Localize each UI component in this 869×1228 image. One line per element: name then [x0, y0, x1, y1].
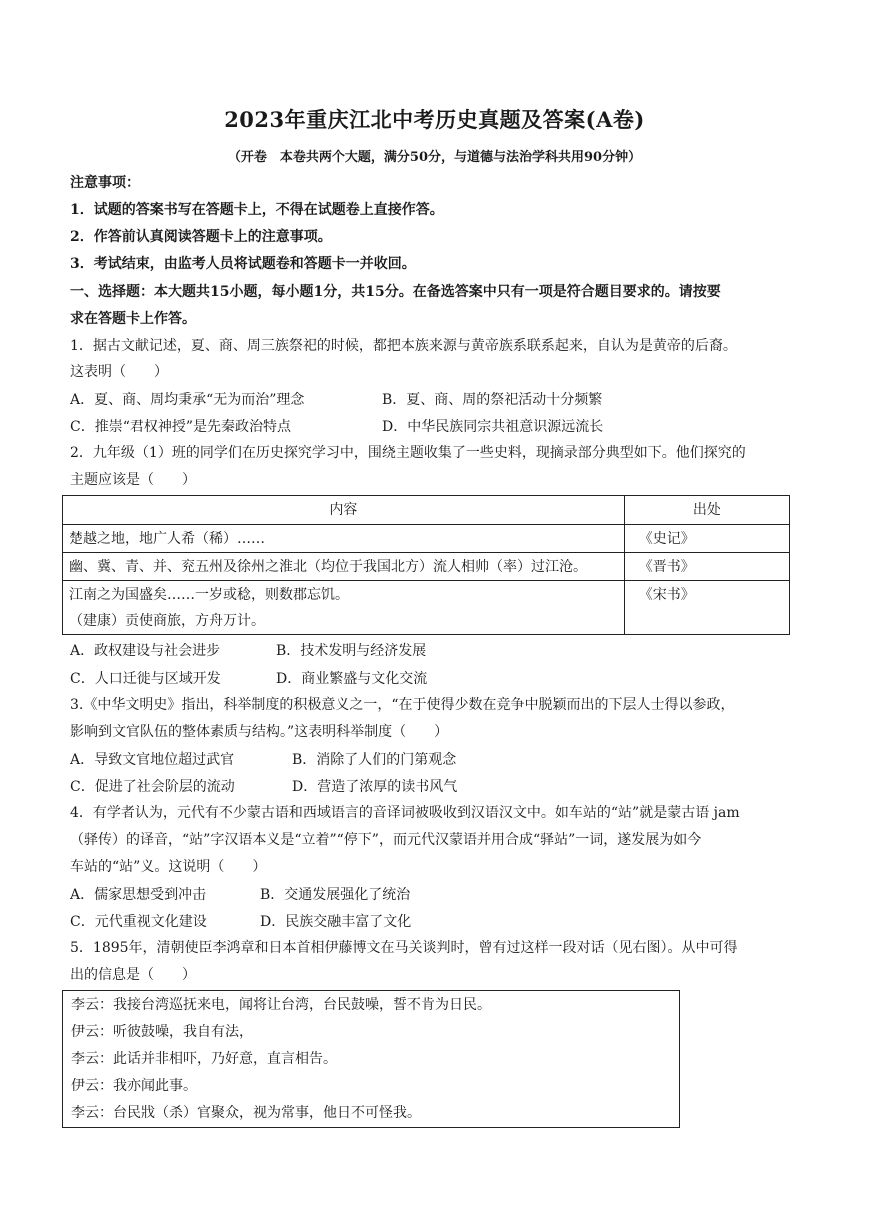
table-cell-line: （建康）贡使商旅，方舟万计。	[69, 613, 265, 629]
question-4-stem-cont: （驿传）的译音，“站”字汉语本义是“立着”“停下”，而元代汉蒙语并用合成“驿站”一词，遂发展为如今	[70, 832, 702, 848]
notes-heading: 注意事项：	[70, 175, 140, 191]
question-3-stem: 3.《中华文明史》指出，科举制度的积极意义之一，“在于使得少数在竞争中脱颖而出的下层人士得以参政，	[70, 697, 735, 713]
question-5-stem-cont: 出的信息是（ ）	[70, 967, 196, 983]
question-4-option-b[interactable]: B．交通发展强化了统治	[260, 887, 411, 903]
table-cell-content: 楚越之地，地广人希（稀）……	[63, 525, 625, 553]
question-2-option-a[interactable]: A．政权建设与社会进步	[70, 643, 221, 659]
question-1-stem-cont: 这表明（ ）	[70, 364, 168, 380]
question-4-option-d[interactable]: D．民族交融丰富了文化	[260, 914, 412, 930]
section-heading-cont: 求在答题卡上作答。	[70, 311, 196, 327]
table-cell-source: 《晋书》	[624, 553, 789, 581]
question-3-option-d[interactable]: D．营造了浓厚的读书风气	[292, 779, 458, 795]
question-2-option-c[interactable]: C．人口迁徙与区域开发	[70, 671, 221, 687]
question-4-option-c[interactable]: C．元代重视文化建设	[70, 914, 207, 930]
question-2-option-d[interactable]: D．商业繁盛与文化交流	[276, 671, 428, 687]
question-2-stem-cont: 主题应该是（ ）	[70, 472, 196, 488]
dialog-line: 伊云：听彼鼓噪，我自有法，	[71, 1024, 253, 1040]
page-title: 2023年重庆江北中考历史真题及答案(A卷)	[224, 107, 645, 132]
question-1-option-d[interactable]: D．中华民族同宗共祖意识源远流长	[382, 419, 604, 435]
table-header-row	[63, 496, 790, 525]
question-1-stem: 1．据古文献记述，夏、商、周三族祭祀的时候，都把本族来源与黄帝族系联系起来，自认为是黄帝的后裔。	[70, 338, 737, 354]
table-row	[63, 553, 790, 581]
question-4-option-a[interactable]: A．儒家思想受到冲击	[70, 887, 207, 903]
dialog-line: 李云：我接台湾巡抚来电，闻将让台湾，台民鼓噪，誓不肯为日民。	[71, 997, 491, 1013]
notes-item: 2．作答前认真阅读答题卡上的注意事项。	[70, 229, 332, 245]
question-5-stem: 5．1895年，清朝使臣李鸿章和日本首相伊藤博文在马关谈判时，曾有过这样一段对话（见右图）。从中可得	[70, 940, 738, 956]
table-header-source: 出处	[624, 496, 789, 525]
question-2-stem: 2．九年级（1）班的同学们在历史探究学习中，围绕主题收集了一些史料，现摘录部分典型如下。他们探究的	[70, 445, 746, 461]
question-2-option-b[interactable]: B．技术发明与经济发展	[276, 643, 427, 659]
question-1-option-a[interactable]: A．夏、商、周均秉承“无为而治”理念	[70, 392, 305, 408]
source-table	[62, 495, 790, 635]
question-3-option-c[interactable]: C．促进了社会阶层的流动	[70, 779, 235, 795]
table-cell-source: 《宋书》	[624, 581, 789, 635]
question-4-stem: 4．有学者认为，元代有不少蒙古语和西域语言的音译词被吸收到汉语汉文中。如车站的“站”就是蒙古语 jam	[70, 805, 740, 821]
section-heading: 一、选择题：本大题共15小题，每小题1分，共15分。在备选答案中只有一项是符合题目要求的。请按要	[70, 284, 721, 300]
table-header-content: 内容	[63, 496, 625, 525]
table-row	[63, 525, 790, 553]
question-1-option-c[interactable]: C．推崇“君权神授”是先秦政治特点	[70, 419, 292, 435]
table-row	[63, 581, 790, 635]
question-4-stem-cont: 车站的“站”义。这说明（ ）	[70, 859, 267, 875]
dialog-line: 伊云：我亦闻此事。	[71, 1078, 197, 1094]
dialog-box	[62, 990, 680, 1128]
question-3-option-b[interactable]: B．消除了人们的门第观念	[292, 752, 457, 768]
table-cell-content: 幽、冀、青、并、兖五州及徐州之淮北（均位于我国北方）流人相帅（率）过江沧。	[63, 553, 625, 581]
question-3-option-a[interactable]: A．导致文官地位超过武官	[70, 752, 235, 768]
table-cell-content	[63, 581, 625, 635]
dialog-line: 李云：此话并非相吓，乃好意，直言相告。	[71, 1051, 337, 1067]
question-3-stem-cont: 影响到文官队伍的整体素质与结构。”这表明科举制度（ ）	[70, 724, 449, 740]
table-cell-source: 《史记》	[624, 525, 789, 553]
page-subtitle: （开卷 本卷共两个大题，满分50分，与道德与法治学科共用90分钟）	[227, 150, 642, 165]
table-cell-line: 江南之为国盛矣……一岁或稔，则数郡忘饥。	[69, 587, 349, 603]
notes-item: 1．试题的答案书写在答题卡上，不得在试题卷上直接作答。	[70, 202, 444, 218]
notes-item: 3．考试结束，由监考人员将试题卷和答题卡一并收回。	[70, 256, 416, 272]
question-1-option-b[interactable]: B．夏、商、周的祭祀活动十分频繁	[382, 392, 603, 408]
dialog-line: 李云：台民戕（杀）官聚众，视为常事，他日不可怪我。	[71, 1105, 421, 1121]
